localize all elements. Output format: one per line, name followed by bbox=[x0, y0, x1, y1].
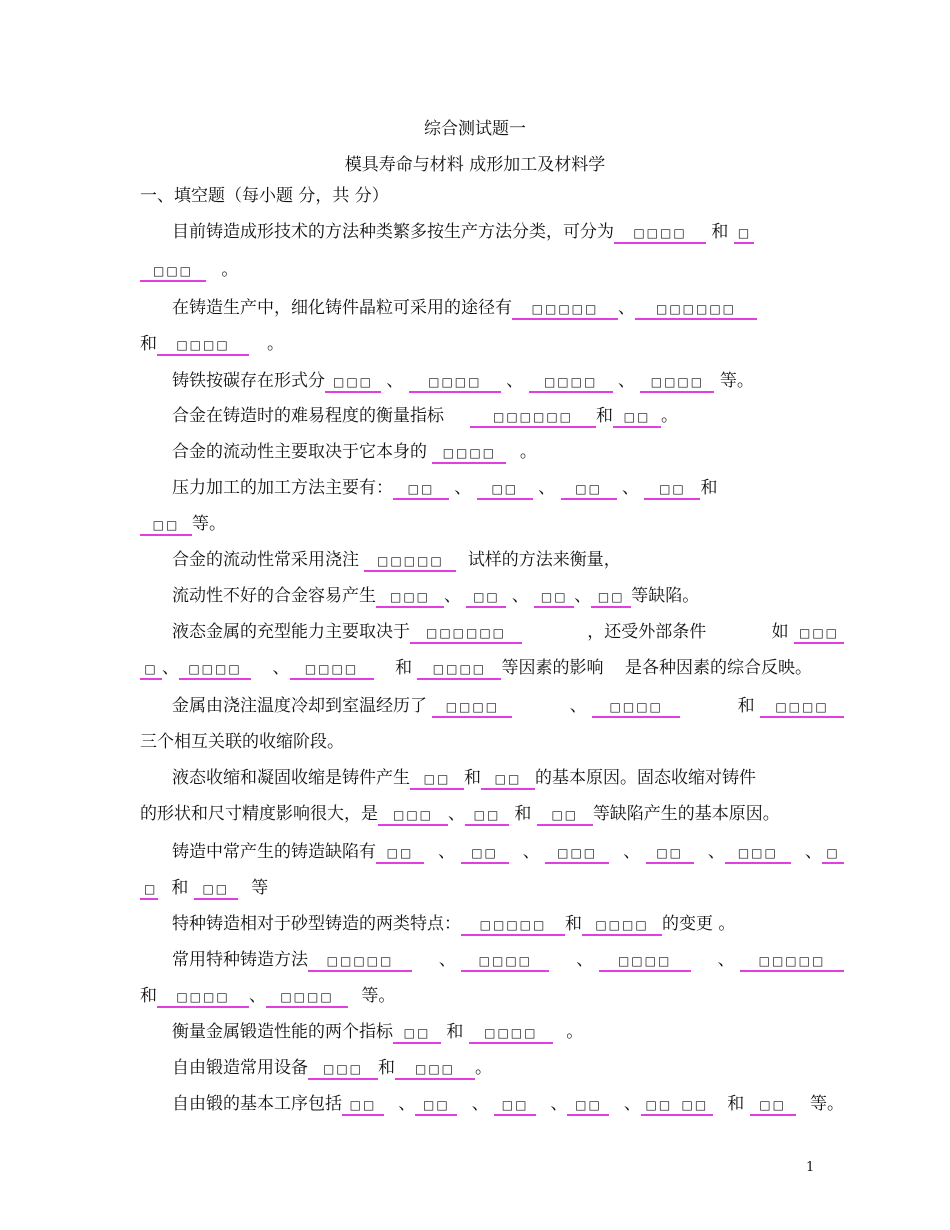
answer-blank[interactable]: □□□ bbox=[376, 588, 444, 608]
question-11-cont: 的形状和尺寸精度影响很大，是 □□□ 、 □□ 和 □□ 等缺陷产生的基本原因。 bbox=[140, 804, 780, 824]
answer-blank[interactable]: □□□□□ bbox=[308, 952, 412, 972]
answer-blank[interactable]: □□ bbox=[591, 588, 631, 608]
answer-blank[interactable]: □□ bbox=[613, 408, 661, 428]
question-7: 合金的流动性常采用浇注 □□□□□ 试样的方法来衡量， bbox=[172, 550, 621, 570]
answer-blank[interactable]: □□□□□ bbox=[461, 916, 565, 936]
answer-blank[interactable]: □□□ bbox=[725, 844, 791, 864]
question-15: 衡量金属锻造性能的两个指标 □□ 和 □□□□ 。 bbox=[172, 1022, 584, 1042]
answer-blank[interactable]: □□ bbox=[415, 1096, 457, 1116]
question-14: 常用特种铸造方法 □□□□□ 、 □□□□ 、 □□□□ 、 □□□□□ bbox=[140, 948, 844, 972]
answer-blank[interactable]: □□□□□ bbox=[364, 552, 456, 572]
answer-blank[interactable]: □□□ bbox=[378, 806, 448, 826]
question-9: 液态金属的充型能力主要取决于 □□□□□□ ，还受外部条件 如 □□□ bbox=[140, 620, 844, 644]
answer-blank[interactable]: □□□□ bbox=[266, 988, 348, 1008]
question-6-cont: □□ 等。 bbox=[140, 512, 812, 536]
question-5: 合金的流动性主要取决于它本身的 □□□□ 。 bbox=[172, 442, 537, 462]
question-1: 目前铸造成形技术的方法种类繁多按生产方法分类，可分为 □□□□ 和 □ bbox=[140, 220, 844, 244]
question-3: 铸铁按碳存在形式分 □□□ 、 □□□□ 、 □□□□ 、 □□□□ 等。 bbox=[172, 371, 754, 391]
question-12: 铸造中常产生的铸造缺陷有 □□ 、 □□ 、 □□□ 、 □□ 、 □□□ 、 □ bbox=[140, 840, 844, 864]
question-14-cont: 和 □□□□ 、 □□□□ 等。 bbox=[140, 986, 396, 1006]
question-12-cont: □ 和 □□ 等 bbox=[140, 876, 812, 900]
answer-blank[interactable]: □□□□ bbox=[599, 952, 691, 972]
answer-blank[interactable]: □□□□ bbox=[614, 224, 706, 244]
answer-blank[interactable]: □ bbox=[822, 844, 844, 864]
answer-blank[interactable]: □□□□ bbox=[157, 336, 249, 356]
question-9-cont: □ 、 □□□□ 、 □□□□ 和 □□□□ 等因素的影响 是各种因素的综合反映。 bbox=[140, 656, 812, 680]
question-17: 自由锻的基本工序包括 □□ 、 □□ 、 □□ 、 □□ 、 □□ □□ 和 □□ 等。 bbox=[172, 1094, 844, 1114]
answer-blank[interactable]: □□ bbox=[376, 844, 424, 864]
question-2-cont: 和 □□□□ 。 bbox=[140, 334, 284, 354]
answer-blank[interactable]: □□ bbox=[465, 806, 509, 826]
answer-blank[interactable]: □ bbox=[140, 880, 158, 900]
answer-blank[interactable]: □□□□ bbox=[760, 698, 844, 718]
answer-blank[interactable]: □□ bbox=[494, 1096, 536, 1116]
answer-blank[interactable]: □□□□ bbox=[432, 444, 506, 464]
question-4: 合金在铸造时的难易程度的衡量指标 □□□□□□ 和 □□ 。 bbox=[172, 406, 678, 426]
answer-blank[interactable]: □□ bbox=[194, 880, 238, 900]
answer-blank[interactable]: □□□□ bbox=[529, 373, 613, 393]
question-1-cont: □□□ 。 bbox=[140, 258, 812, 282]
answer-blank[interactable]: □□ bbox=[481, 770, 535, 790]
answer-blank[interactable]: □□□ bbox=[140, 262, 206, 282]
answer-blank[interactable]: □□ bbox=[410, 770, 464, 790]
answer-blank[interactable]: □□□□ bbox=[157, 988, 249, 1008]
question-16: 自由锻造常用设备 □□□ 和 □□□ 。 bbox=[172, 1058, 492, 1078]
answer-blank[interactable]: □□□□ bbox=[461, 952, 549, 972]
answer-blank[interactable]: □□□□□□ bbox=[635, 300, 757, 320]
answer-blank[interactable]: □□ bbox=[644, 480, 700, 500]
answer-blank[interactable]: □ bbox=[140, 660, 162, 680]
answer-blank[interactable]: □□□□ bbox=[582, 916, 662, 936]
doc-title: 综合测试题一 bbox=[424, 119, 526, 139]
answer-blank[interactable]: □□ bbox=[140, 516, 192, 536]
answer-blank[interactable]: □□ bbox=[567, 1096, 609, 1116]
answer-blank[interactable]: □□□□ bbox=[640, 373, 714, 393]
answer-blank[interactable]: □□□□ bbox=[469, 1024, 553, 1044]
section-heading: 一、填空题（每小题 分，共 分） bbox=[140, 186, 389, 206]
answer-blank[interactable]: □□□ bbox=[325, 373, 381, 393]
question-2: 在铸造生产中，细化铸件晶粒可采用的途径有 □□□□□ 、 □□□□□□ bbox=[140, 296, 844, 320]
answer-blank[interactable]: □□ bbox=[342, 1096, 384, 1116]
doc-subtitle: 模具寿命与材料 成形加工及材料学 bbox=[344, 155, 606, 175]
answer-blank[interactable]: □□□□□□ bbox=[470, 408, 596, 428]
answer-blank[interactable]: □□ bbox=[393, 480, 449, 500]
answer-blank[interactable]: □□ bbox=[477, 480, 533, 500]
answer-blank[interactable]: □□ bbox=[461, 844, 509, 864]
answer-blank[interactable]: □□ bbox=[646, 844, 694, 864]
answer-blank[interactable]: □ bbox=[734, 224, 754, 244]
answer-blank[interactable]: □□□□□ bbox=[740, 952, 844, 972]
answer-blank[interactable]: □□□□ bbox=[409, 373, 501, 393]
answer-blank[interactable]: □□ bbox=[561, 480, 617, 500]
page-number: 1 bbox=[806, 1160, 815, 1175]
answer-blank[interactable]: □□ bbox=[677, 1096, 713, 1116]
answer-blank[interactable]: □□□□□□ bbox=[410, 624, 522, 644]
question-8: 流动性不好的合金容易产生 □□□ 、 □□ 、 □□ 、 □□ 等缺陷。 bbox=[172, 586, 700, 606]
answer-blank[interactable]: □□□□ bbox=[179, 660, 251, 680]
answer-blank[interactable]: □□ bbox=[641, 1096, 677, 1116]
answer-blank[interactable]: □□□□ bbox=[290, 660, 374, 680]
answer-blank[interactable]: □□ bbox=[466, 588, 506, 608]
question-10: 金属由浇注温度冷却到室温经历了 □□□□ 、 □□□□ 和 □□□□ bbox=[140, 694, 844, 718]
answer-blank[interactable]: □□ bbox=[534, 588, 574, 608]
question-10-cont: 三个相互关联的收缩阶段。 bbox=[140, 732, 344, 752]
answer-blank[interactable]: □□□□ bbox=[417, 660, 501, 680]
answer-blank[interactable]: □□ bbox=[393, 1024, 441, 1044]
answer-blank[interactable]: □□□ bbox=[308, 1060, 378, 1080]
answer-blank[interactable]: □□□□ bbox=[592, 698, 680, 718]
answer-blank[interactable]: □□□ bbox=[794, 624, 844, 644]
question-13: 特种铸造相对于砂型铸造的两类特点： □□□□□ 和 □□□□ 的变更 。 bbox=[172, 914, 736, 934]
answer-blank[interactable]: □□□ bbox=[545, 844, 609, 864]
answer-blank[interactable]: □□□□□ bbox=[512, 300, 618, 320]
question-11: 液态收缩和凝固收缩是铸件产生 □□ 和 □□ 的基本原因。固态收缩对铸件 bbox=[172, 768, 756, 788]
answer-blank[interactable]: □□ bbox=[537, 806, 593, 826]
answer-blank[interactable]: □□□ bbox=[395, 1060, 475, 1080]
answer-blank[interactable]: □□ bbox=[750, 1096, 796, 1116]
answer-blank[interactable]: □□□□ bbox=[432, 698, 512, 718]
question-6: 压力加工的加工方法主要有： □□ 、 □□ 、 □□ 、 □□ 和 bbox=[172, 478, 718, 498]
